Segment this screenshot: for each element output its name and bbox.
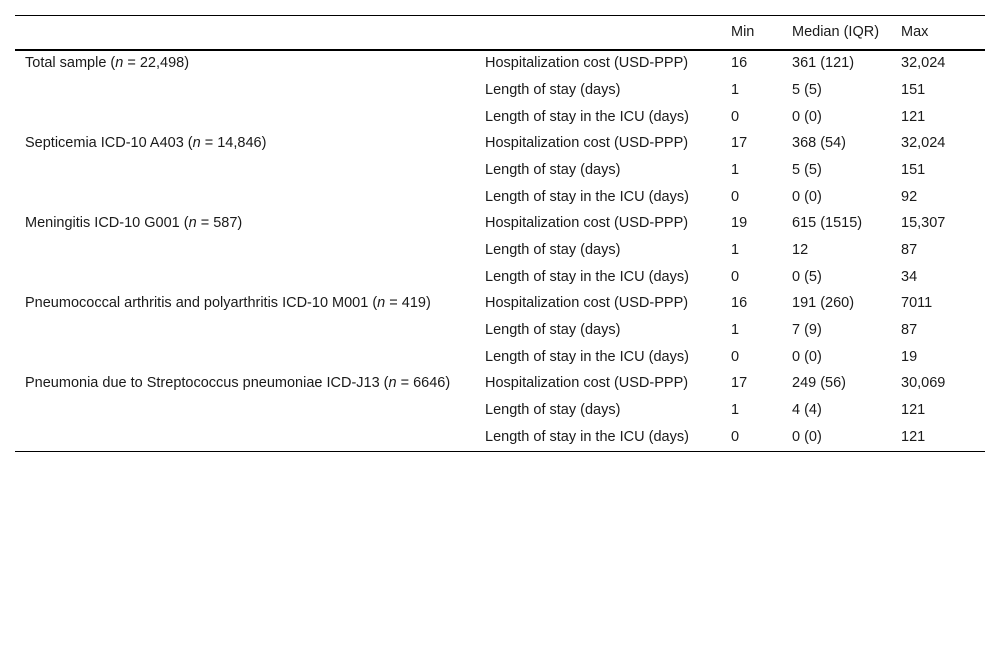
median-cell: 361 (121) bbox=[792, 55, 855, 71]
group-label-text: Pneumococcal arthritis and polyarthritis ICD-10 M001 ( bbox=[25, 295, 378, 311]
median-cell: 0 (0) bbox=[792, 109, 822, 125]
group-sample-size: = 6646) bbox=[396, 375, 451, 391]
max-cell: 92 bbox=[901, 189, 918, 205]
median-cell: 0 (0) bbox=[792, 349, 822, 365]
median-cell: 249 (56) bbox=[792, 375, 847, 391]
header-row bbox=[15, 16, 985, 51]
min-cell: 17 bbox=[731, 135, 748, 151]
group-sample-size-symbol: n bbox=[192, 135, 201, 151]
min-cell: 16 bbox=[731, 55, 748, 71]
min-cell: 0 bbox=[731, 109, 740, 125]
max-cell: 15,307 bbox=[901, 215, 946, 231]
min-cell: 1 bbox=[731, 402, 740, 418]
table-row bbox=[15, 50, 985, 77]
group-label-text: Pneumonia due to Streptococcus pneumoniae ICD-J13 ( bbox=[25, 375, 389, 391]
min-cell: 1 bbox=[731, 82, 740, 98]
median-cell: 0 (0) bbox=[792, 189, 822, 205]
max-cell: 7011 bbox=[901, 295, 933, 311]
median-cell: 615 (1515) bbox=[792, 215, 863, 231]
median-cell: 12 bbox=[792, 242, 809, 258]
data-table bbox=[15, 15, 985, 452]
max-cell: 34 bbox=[901, 269, 918, 285]
header-max: Max bbox=[901, 24, 929, 40]
metric-cell: Length of stay (days) bbox=[485, 242, 621, 258]
table-row bbox=[15, 131, 985, 157]
group-label bbox=[15, 50, 475, 131]
metric-cell: Length of stay in the ICU (days) bbox=[485, 349, 689, 365]
max-cell: 32,024 bbox=[901, 55, 946, 71]
max-cell: 121 bbox=[901, 109, 926, 125]
median-cell: 191 (260) bbox=[792, 295, 855, 311]
group-sample-size: = 587) bbox=[196, 215, 243, 231]
min-cell: 17 bbox=[731, 375, 748, 391]
max-cell: 121 bbox=[901, 429, 926, 445]
median-cell: 7 (9) bbox=[792, 322, 822, 338]
min-cell: 19 bbox=[731, 215, 748, 231]
min-cell: 1 bbox=[731, 242, 740, 258]
metric-cell: Length of stay in the ICU (days) bbox=[485, 109, 689, 125]
max-cell: 121 bbox=[901, 402, 926, 418]
table-body bbox=[15, 50, 985, 452]
group-sample-size-symbol: n bbox=[388, 375, 397, 391]
min-cell: 0 bbox=[731, 189, 740, 205]
median-cell: 4 (4) bbox=[792, 402, 822, 418]
header-median: Median (IQR) bbox=[792, 24, 880, 40]
group-label bbox=[15, 291, 475, 371]
metric-cell: Length of stay (days) bbox=[485, 82, 621, 98]
metric-cell: Hospitalization cost (USD-PPP) bbox=[485, 55, 689, 71]
metric-cell: Length of stay in the ICU (days) bbox=[485, 269, 689, 285]
group-sample-size-symbol: n bbox=[188, 215, 197, 231]
group-label bbox=[15, 131, 475, 211]
metric-cell: Length of stay in the ICU (days) bbox=[485, 189, 689, 205]
group-sample-size: = 22,498) bbox=[123, 55, 190, 71]
max-cell: 32,024 bbox=[901, 135, 946, 151]
max-cell: 151 bbox=[901, 162, 926, 178]
min-cell: 16 bbox=[731, 295, 748, 311]
group-sample-size: = 14,846) bbox=[200, 135, 267, 151]
table-row bbox=[15, 291, 985, 317]
min-cell: 0 bbox=[731, 349, 740, 365]
median-cell: 5 (5) bbox=[792, 162, 822, 178]
metric-cell: Hospitalization cost (USD-PPP) bbox=[485, 135, 689, 151]
table-container bbox=[15, 15, 985, 452]
header-metric bbox=[475, 16, 721, 51]
group-sample-size-symbol: n bbox=[377, 295, 386, 311]
group-label-text: Septicemia ICD-10 A403 ( bbox=[25, 135, 193, 151]
min-cell: 1 bbox=[731, 322, 740, 338]
min-cell: 1 bbox=[731, 162, 740, 178]
max-cell: 151 bbox=[901, 82, 926, 98]
max-cell: 30,069 bbox=[901, 375, 946, 391]
metric-cell: Hospitalization cost (USD-PPP) bbox=[485, 215, 689, 231]
median-cell: 0 (0) bbox=[792, 429, 822, 445]
metric-cell: Length of stay (days) bbox=[485, 162, 621, 178]
header-min: Min bbox=[731, 24, 755, 40]
max-cell: 19 bbox=[901, 349, 918, 365]
group-sample-size-symbol: n bbox=[115, 55, 124, 71]
table-header bbox=[15, 16, 985, 51]
metric-cell: Length of stay in the ICU (days) bbox=[485, 429, 689, 445]
table-row bbox=[15, 371, 985, 397]
max-cell: 87 bbox=[901, 242, 918, 258]
median-cell: 5 (5) bbox=[792, 82, 822, 98]
metric-cell: Length of stay (days) bbox=[485, 402, 621, 418]
min-cell: 0 bbox=[731, 269, 740, 285]
group-sample-size: = 419) bbox=[385, 295, 431, 311]
max-cell: 87 bbox=[901, 322, 918, 338]
metric-cell: Hospitalization cost (USD-PPP) bbox=[485, 295, 689, 311]
metric-cell: Hospitalization cost (USD-PPP) bbox=[485, 375, 689, 391]
metric-cell: Length of stay (days) bbox=[485, 322, 621, 338]
group-label bbox=[15, 371, 475, 452]
group-label bbox=[15, 211, 475, 291]
table-row bbox=[15, 211, 985, 237]
group-label-text: Meningitis ICD-10 G001 ( bbox=[25, 215, 189, 231]
header-group bbox=[15, 16, 475, 51]
median-cell: 0 (5) bbox=[792, 269, 822, 285]
min-cell: 0 bbox=[731, 429, 740, 445]
group-label-text: Total sample ( bbox=[25, 55, 116, 71]
median-cell: 368 (54) bbox=[792, 135, 847, 151]
